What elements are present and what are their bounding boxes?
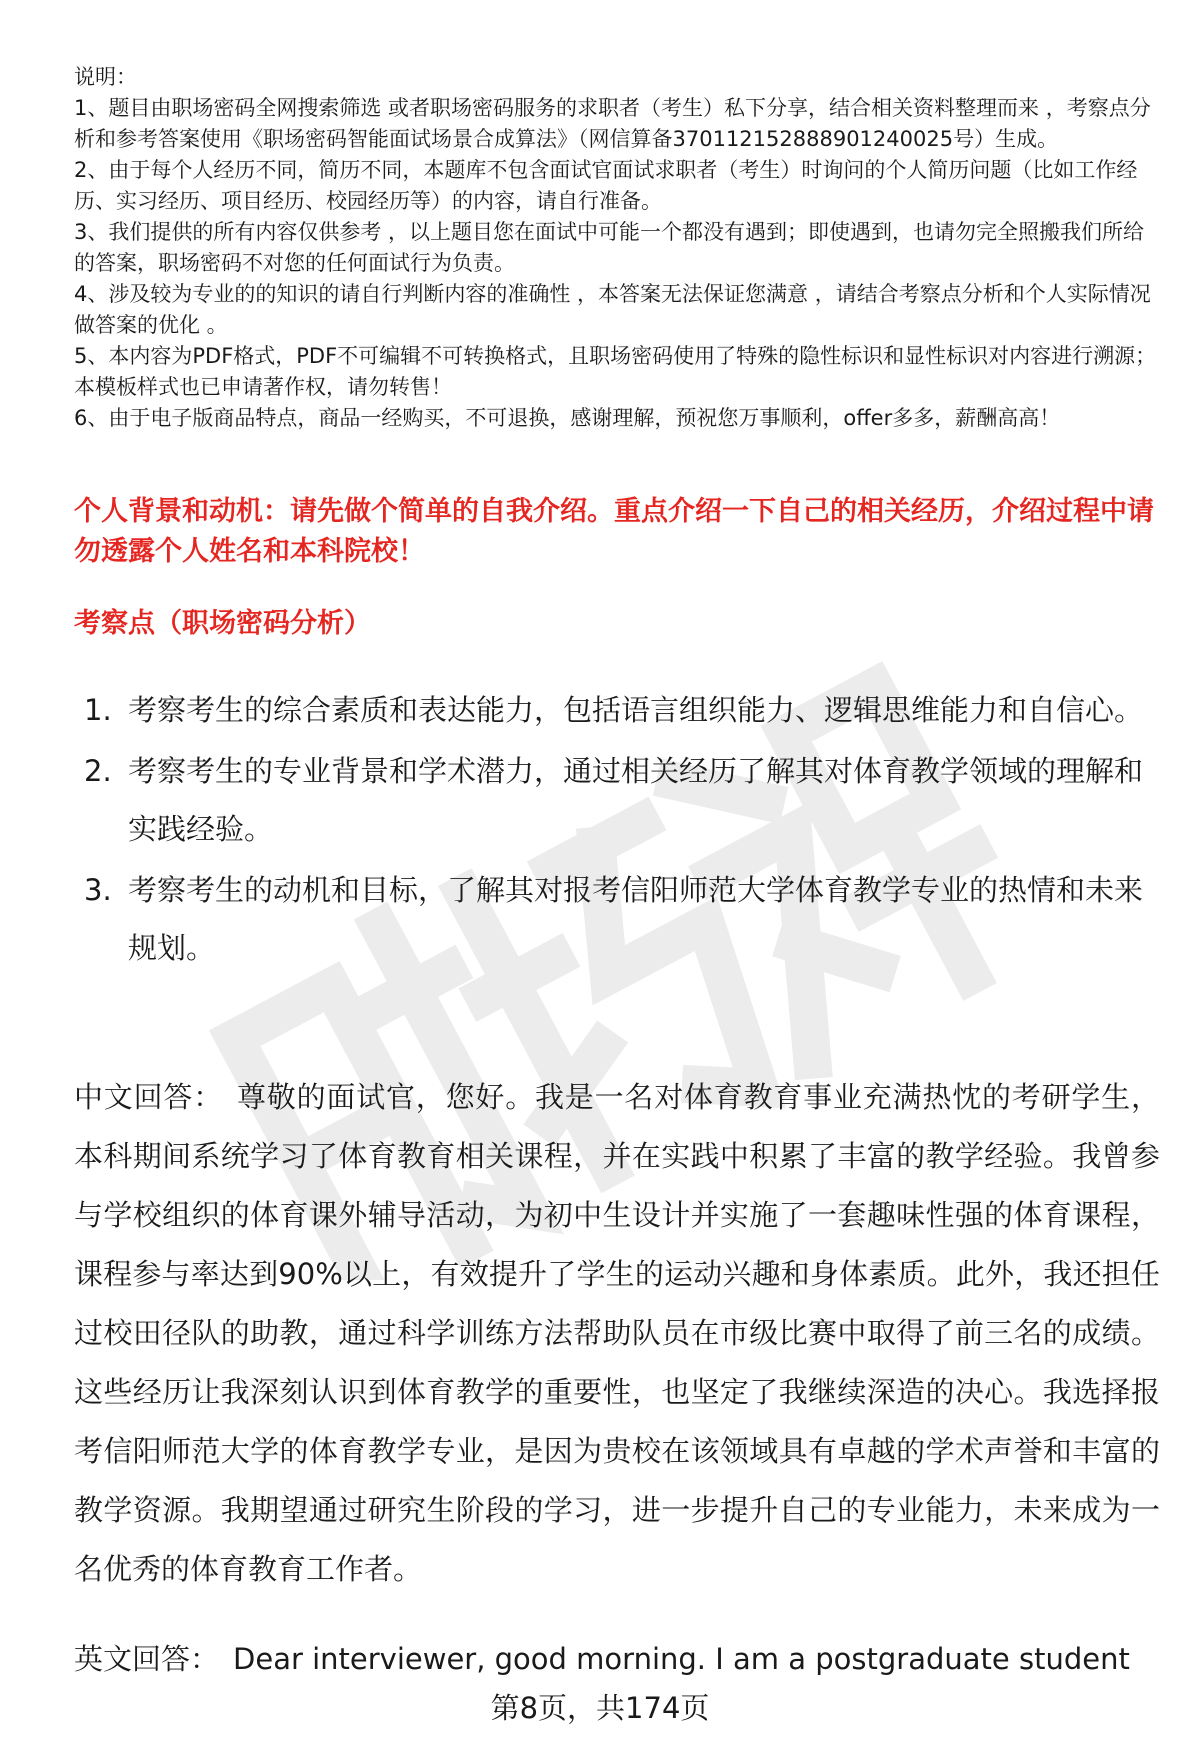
chinese-answer bbox=[74, 1068, 1160, 1599]
analysis-point bbox=[74, 742, 1154, 858]
notes-heading: 说明： bbox=[74, 65, 137, 89]
point-text: 考察考生的动机和目标，了解其对报考信阳师范大学体育教学专业的热情和未来规划。 bbox=[128, 873, 1144, 965]
page-number: 第8页，共174页 bbox=[490, 1691, 710, 1725]
chinese-answer-text: 尊敬的面试官，您好。我是一名对体育教育事业充满热忱的考研学生，本科期间系统学习了体育教育相关课程，并在实践中积累了丰富的教学经验。我曾参与学校组织的体育课外辅导活动，为初中生设计并实施了一套趣味性强的体育课程，课程参与率达到90%以上，有效提升了学生的运动兴趣和身体素质。此外，我还担任过校田径队的助教，通过科学训练方法帮助队员在市级比赛中取得了前三名的成绩。这些经历让我深刻认识到体育教学的重要性，也坚定了我继续深造的决心。我选择报考信阳师范大学的体育教学专业，是因为贵校在该领域具有卓越的学术声誉和丰富的教学资源。我期望通过研究生阶段的学习，进一步提升自己的专业能力，未来成为一名优秀的体育教育工作者。 bbox=[74, 1080, 1160, 1586]
notes-item: 4、涉及较为专业的的知识的请自行判断内容的准确性 ，本答案无法保证您满意 ，请结合考察点分析和个人实际情况做答案的优化 。 bbox=[74, 282, 1151, 337]
analysis-point bbox=[74, 681, 1154, 739]
notes-item: 3、我们提供的所有内容仅供参考 ，以上题目您在面试中可能一个都没有遇到；即使遇到，也请勿完全照搬我们所给的答案，职场密码不对您的任何面试行为负责。 bbox=[74, 220, 1145, 275]
english-answer-label: 英文回答： bbox=[74, 1642, 220, 1676]
analysis-points bbox=[74, 681, 1154, 980]
notes-item: 1、题目由职场密码全网搜索筛选 或者职场密码服务的求职者（考生）私下分享，结合相关资料整理而来 ，考察点分析和参考答案使用《职场密码智能面试场景合成算法》（网信算备370112152888901240025号）生成。 bbox=[74, 96, 1151, 151]
point-text: 考察考生的专业背景和学术潜力，通过相关经历了解其对体育教学领域的理解和实践经验。 bbox=[128, 754, 1144, 846]
analysis-title: 考察点（职场密码分析） bbox=[74, 608, 371, 639]
notes-item: 6、由于电子版商品特点，商品一经购买，不可退换，感谢理解，预祝您万事顺利，offer多多，薪酬高高！ bbox=[74, 406, 1061, 430]
point-text: 考察考生的综合素质和表达能力，包括语言组织能力、逻辑思维能力和自信心。 bbox=[128, 693, 1144, 727]
point-number: 2. bbox=[84, 754, 112, 788]
notes-item: 5、本内容为PDF格式，PDF不可编辑不可转换格式，且职场密码使用了特殊的隐性标识和显性标识对内容进行溯源；本模板样式也已申请著作权，请勿转售！ bbox=[74, 344, 1157, 399]
english-answer-text: Dear interviewer, good morning. I am a postgraduate student bbox=[233, 1642, 1130, 1676]
analysis-point bbox=[74, 861, 1154, 977]
english-answer bbox=[74, 1630, 1160, 1689]
chinese-answer-label: 中文回答： bbox=[74, 1080, 223, 1114]
point-number: 1. bbox=[84, 693, 112, 727]
interview-question: 个人背景和动机：请先做个简单的自我介绍。重点介绍一下自己的相关经历，介绍过程中请勿透露个人姓名和本科院校！ bbox=[74, 496, 1154, 567]
point-number: 3. bbox=[84, 873, 112, 907]
notes-item: 2、由于每个人经历不同，简历不同，本题库不包含面试官面试求职者（考生）时询问的个人简历问题（比如工作经历、实习经历、项目经历、校园经历等）的内容，请自行准备。 bbox=[74, 158, 1138, 213]
notes-block bbox=[74, 62, 1160, 434]
